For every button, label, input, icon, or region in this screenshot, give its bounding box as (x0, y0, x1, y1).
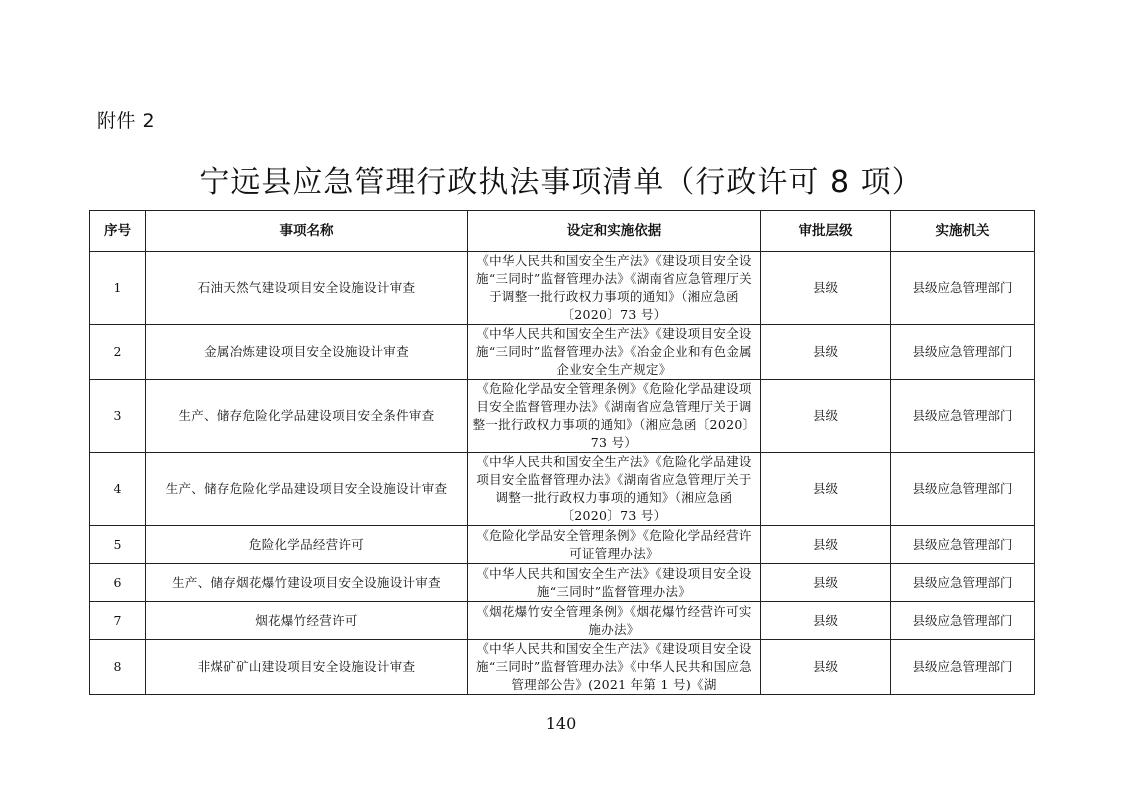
row-level: 县级 (761, 380, 891, 453)
row-name: 金属冶炼建设项目安全设施设计审查 (146, 325, 468, 380)
row-basis: 《烟花爆竹安全管理条例》《烟花爆竹经营许可实施办法》 (468, 602, 761, 640)
row-seq: 1 (90, 252, 146, 325)
table-row (90, 526, 1035, 564)
attachment-label: 附件 2 (97, 110, 156, 132)
header-seq: 序号 (90, 211, 146, 252)
table-row (90, 602, 1035, 640)
page-number: 140 (545, 714, 577, 733)
row-agency: 县级应急管理部门 (891, 252, 1035, 325)
row-basis: 《危险化学品安全管理条例》《危险化学品建设项目安全监督管理办法》《湖南省应急管理厅关于调整一批行政权力事项的通知》（湘应急函〔2020〕73 号） (468, 380, 761, 453)
row-seq: 6 (90, 564, 146, 602)
row-name: 非煤矿矿山建设项目安全设施设计审查 (146, 640, 468, 695)
row-basis: 《中华人民共和国安全生产法》《危险化学品建设项目安全监督管理办法》《湖南省应急管理厅关于调整一批行政权力事项的通知》（湘应急函〔2020〕73 号） (468, 453, 761, 526)
row-seq: 7 (90, 602, 146, 640)
row-seq: 3 (90, 380, 146, 453)
table-row (90, 564, 1035, 602)
row-basis: 《危险化学品安全管理条例》《危险化学品经营许可证管理办法》 (468, 526, 761, 564)
header-agency: 实施机关 (891, 211, 1035, 252)
row-seq: 5 (90, 526, 146, 564)
document-title: 宁远县应急管理行政执法事项清单（行政许可 8 项） (199, 165, 923, 200)
table-row (90, 252, 1035, 325)
row-name: 生产、储存危险化学品建设项目安全设施设计审查 (146, 453, 468, 526)
table-row (90, 453, 1035, 526)
row-level: 县级 (761, 526, 891, 564)
row-agency: 县级应急管理部门 (891, 564, 1035, 602)
row-basis: 《中华人民共和国安全生产法》《建设项目安全设施“三同时”监督管理办法》《湖南省应急管理厅关于调整一批行政权力事项的通知》（湘应急函〔2020〕73 号） (468, 252, 761, 325)
row-name: 生产、储存危险化学品建设项目安全条件审查 (146, 380, 468, 453)
row-level: 县级 (761, 325, 891, 380)
row-basis: 《中华人民共和国安全生产法》《建设项目安全设施“三同时”监督管理办法》 (468, 564, 761, 602)
row-agency: 县级应急管理部门 (891, 526, 1035, 564)
header-basis: 设定和实施依据 (468, 211, 761, 252)
row-name: 烟花爆竹经营许可 (146, 602, 468, 640)
row-agency: 县级应急管理部门 (891, 640, 1035, 695)
table-row (90, 640, 1035, 695)
row-agency: 县级应急管理部门 (891, 325, 1035, 380)
table-row (90, 380, 1035, 453)
row-agency: 县级应急管理部门 (891, 453, 1035, 526)
row-name: 生产、储存烟花爆竹建设项目安全设施设计审查 (146, 564, 468, 602)
enforcement-items-table (89, 210, 1035, 695)
row-level: 县级 (761, 602, 891, 640)
table-header-row (90, 211, 1035, 252)
row-level: 县级 (761, 640, 891, 695)
row-level: 县级 (761, 564, 891, 602)
row-basis: 《中华人民共和国安全生产法》《建设项目安全设施“三同时”监督管理办法》《中华人民共和国应急管理部公告》(2021 年第 1 号)《湖 (468, 640, 761, 695)
table-row (90, 325, 1035, 380)
header-level: 审批层级 (761, 211, 891, 252)
row-name: 石油天然气建设项目安全设施设计审查 (146, 252, 468, 325)
row-seq: 2 (90, 325, 146, 380)
row-level: 县级 (761, 252, 891, 325)
row-name: 危险化学品经营许可 (146, 526, 468, 564)
row-level: 县级 (761, 453, 891, 526)
row-agency: 县级应急管理部门 (891, 380, 1035, 453)
row-seq: 4 (90, 453, 146, 526)
header-name: 事项名称 (146, 211, 468, 252)
row-basis: 《中华人民共和国安全生产法》《建设项目安全设施“三同时”监督管理办法》《冶金企业和有色金属企业安全生产规定》 (468, 325, 761, 380)
row-seq: 8 (90, 640, 146, 695)
row-agency: 县级应急管理部门 (891, 602, 1035, 640)
